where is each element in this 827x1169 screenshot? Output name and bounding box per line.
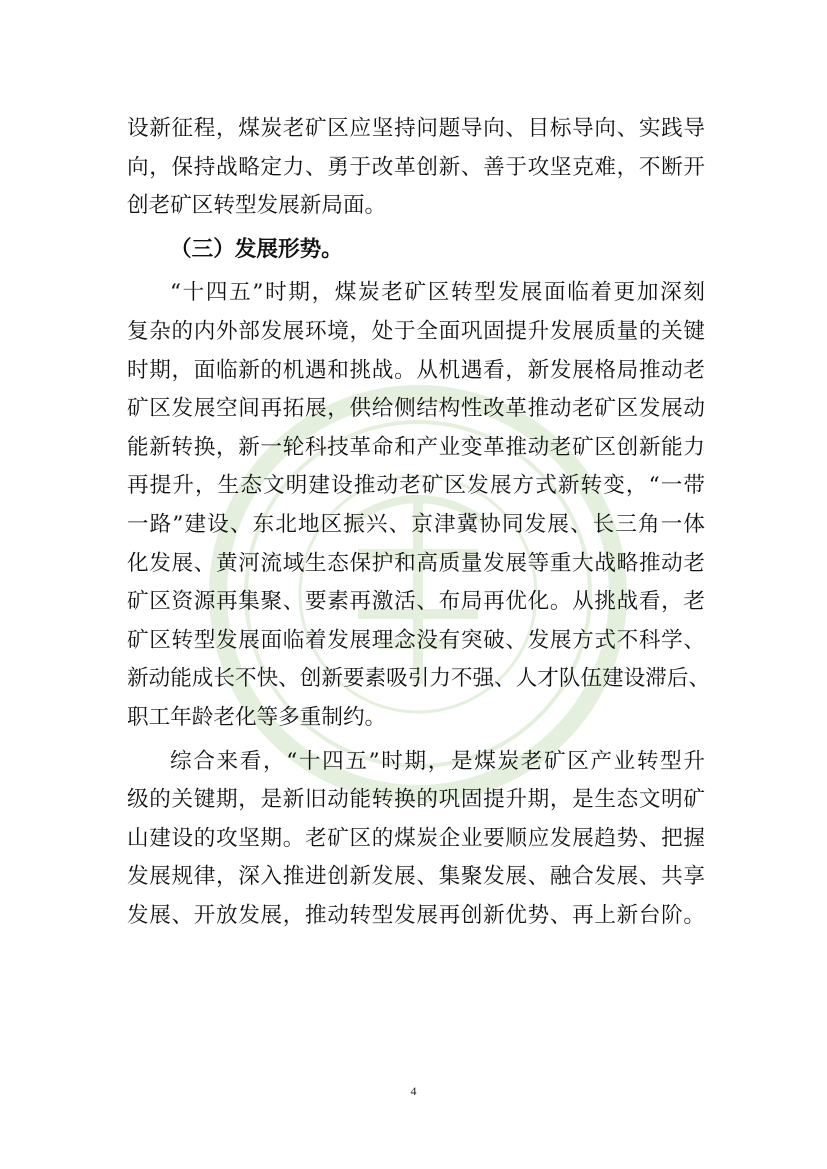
text-line: 级的关键期，是新旧动能转换的巩固提升期，是生态文明矿 <box>127 787 705 813</box>
text-line: 山建设的攻坚期。老矿区的煤炭企业要顺应发展趋势、把握 <box>127 825 705 851</box>
text-line: 矿区资源再集聚、要素再激活、布局再优化。从挑战看，老 <box>127 589 705 615</box>
text-line: 复杂的内外部发展环境，处于全面巩固提升发展质量的关键 <box>127 318 705 344</box>
text-line: 发展、开放发展，推动转型发展再创新优势、再上新台阶。 <box>127 902 705 928</box>
text-line: 职工年龄老化等多重制约。 <box>127 704 387 730</box>
text-line: 能新转换，新一轮科技革命和产业变革推动老矿区创新能力 <box>127 434 705 460</box>
text-line: 时期，面临新的机遇和挑战。从机遇看，新发展格局推动老 <box>127 357 705 383</box>
text-line: 设新征程，煤炭老矿区应坚持问题导向、目标导向、实践导 <box>127 116 705 141</box>
document-body <box>127 110 711 935</box>
text-line: 一路”建设、东北地区振兴、京津冀协同发展、长三角一体 <box>127 511 705 537</box>
text-line: 综合来看，“十四五”时期，是煤炭老矿区产业转型升 <box>170 748 705 774</box>
text-line: 矿区转型发展面临着发展理念没有突破、发展方式不科学、 <box>127 627 705 653</box>
text-line: 创老矿区转型发展新局面。 <box>127 193 387 219</box>
text-line: 发展规律，深入推进创新发展、集聚发展、融合发展、共享 <box>127 864 705 890</box>
text-line: 再提升，生态文明建设推动老矿区发展方式新转变，“一带 <box>127 473 705 499</box>
text-line: 向，保持战略定力、勇于改革创新、善于攻坚克难，不断开 <box>127 154 705 180</box>
text-line: “十四五”时期，煤炭老矿区转型发展面临着更加深刻 <box>170 280 705 306</box>
page-number: 4 <box>410 1084 417 1098</box>
text-line: 化发展、黄河流域生态保护和高质量发展等重大战略推动老 <box>127 550 705 576</box>
section-heading: （三）发展形势。 <box>170 236 343 262</box>
text-line: 矿区发展空间再拓展，供给侧结构性改革推动老矿区发展动 <box>127 396 705 422</box>
text-line: 新动能成长不快、创新要素吸引力不强、人才队伍建设滞后、 <box>127 666 711 692</box>
